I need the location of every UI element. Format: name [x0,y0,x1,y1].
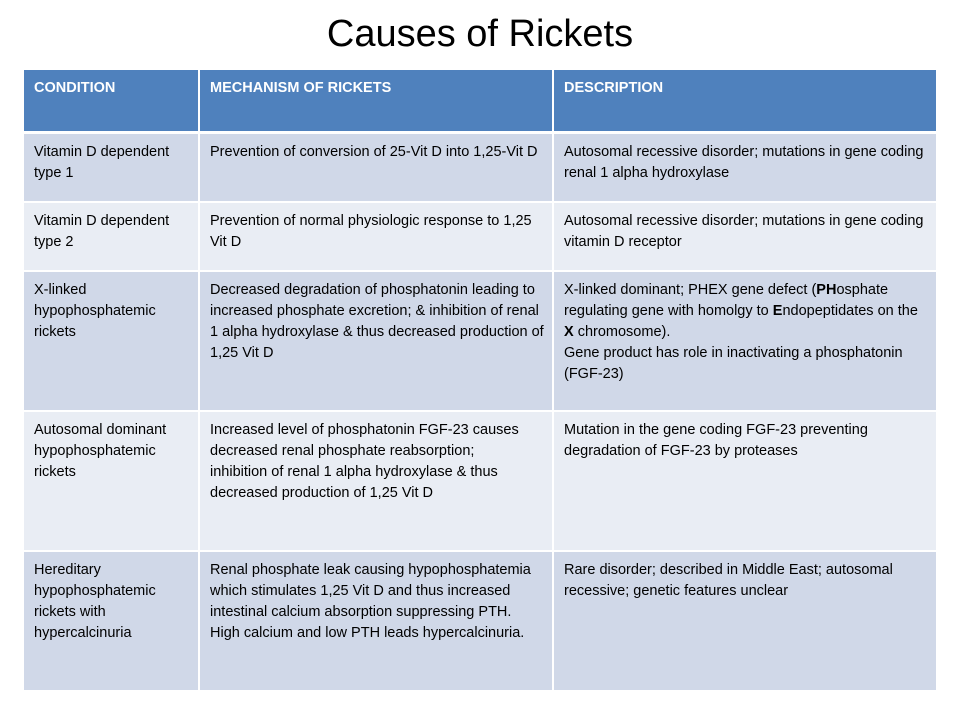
header-mechanism: MECHANISM OF RICKETS [200,70,554,134]
mechanism-cell: Prevention of conversion of 25-Vit D into 1,25-Vit D [200,134,554,203]
description-cell: Mutation in the gene coding FGF-23 preventing degradation of FGF-23 by proteases [554,412,936,552]
table-row [24,412,936,552]
condition-cell: Vitamin D dependent type 1 [24,134,200,203]
condition-cell: Autosomal dominant hypophosphatemic rickets [24,412,200,552]
description-cell: Autosomal recessive disorder; mutations in gene coding renal 1 alpha hydroxylase [554,134,936,203]
table-row [24,272,936,412]
description-text-line2: Gene product has role in inactivating a phosphatonin (FGF-23) [564,345,903,382]
mechanism-cell: Decreased degradation of phosphatonin leading to increased phosphate excretion; & inhibition of renal 1 alpha hydroxylase & thus decreased production of 1,25 Vit D [200,272,554,412]
condition-cell: Vitamin D dependent type 2 [24,203,200,272]
header-description: DESCRIPTION [554,70,936,134]
condition-cell: Hereditary hypophosphatemic rickets with hypercalcinuria [24,552,200,692]
description-cell [554,272,936,412]
condition-cell: X-linked hypophosphatemic rickets [24,272,200,412]
slide-title: Causes of Rickets [326,13,634,55]
description-text: X-linked dominant; PHEX gene defect (PHosphate regulating gene with homolgy to Endopeptidates on the X chromosome). [564,282,918,340]
mechanism-text-line2: inhibition of renal 1 alpha hydroxylase & thus decreased production of 1,25 Vit D [210,464,498,501]
table-row [24,134,936,203]
table-row [24,203,936,272]
mechanism-cell: Prevention of normal physiologic response to 1,25 Vit D [200,203,554,272]
header-condition: CONDITION [24,70,200,134]
mechanism-text-line1: Increased level of phosphatonin FGF-23 causes decreased renal phosphate reabsorption; [210,422,519,459]
table-header-row [24,70,936,134]
mechanism-cell: Renal phosphate leak causing hypophosphatemia which stimulates 1,25 Vit D and thus increased intestinal calcium absorption suppressing PTH. High calcium and low PTH leads hypercalcinuria. [200,552,554,692]
rickets-causes-table [24,70,936,692]
description-cell: Autosomal recessive disorder; mutations in gene coding vitamin D receptor [554,203,936,272]
description-cell: Rare disorder; described in Middle East; autosomal recessive; genetic features unclear [554,552,936,692]
mechanism-cell [200,412,554,552]
table-row [24,552,936,692]
